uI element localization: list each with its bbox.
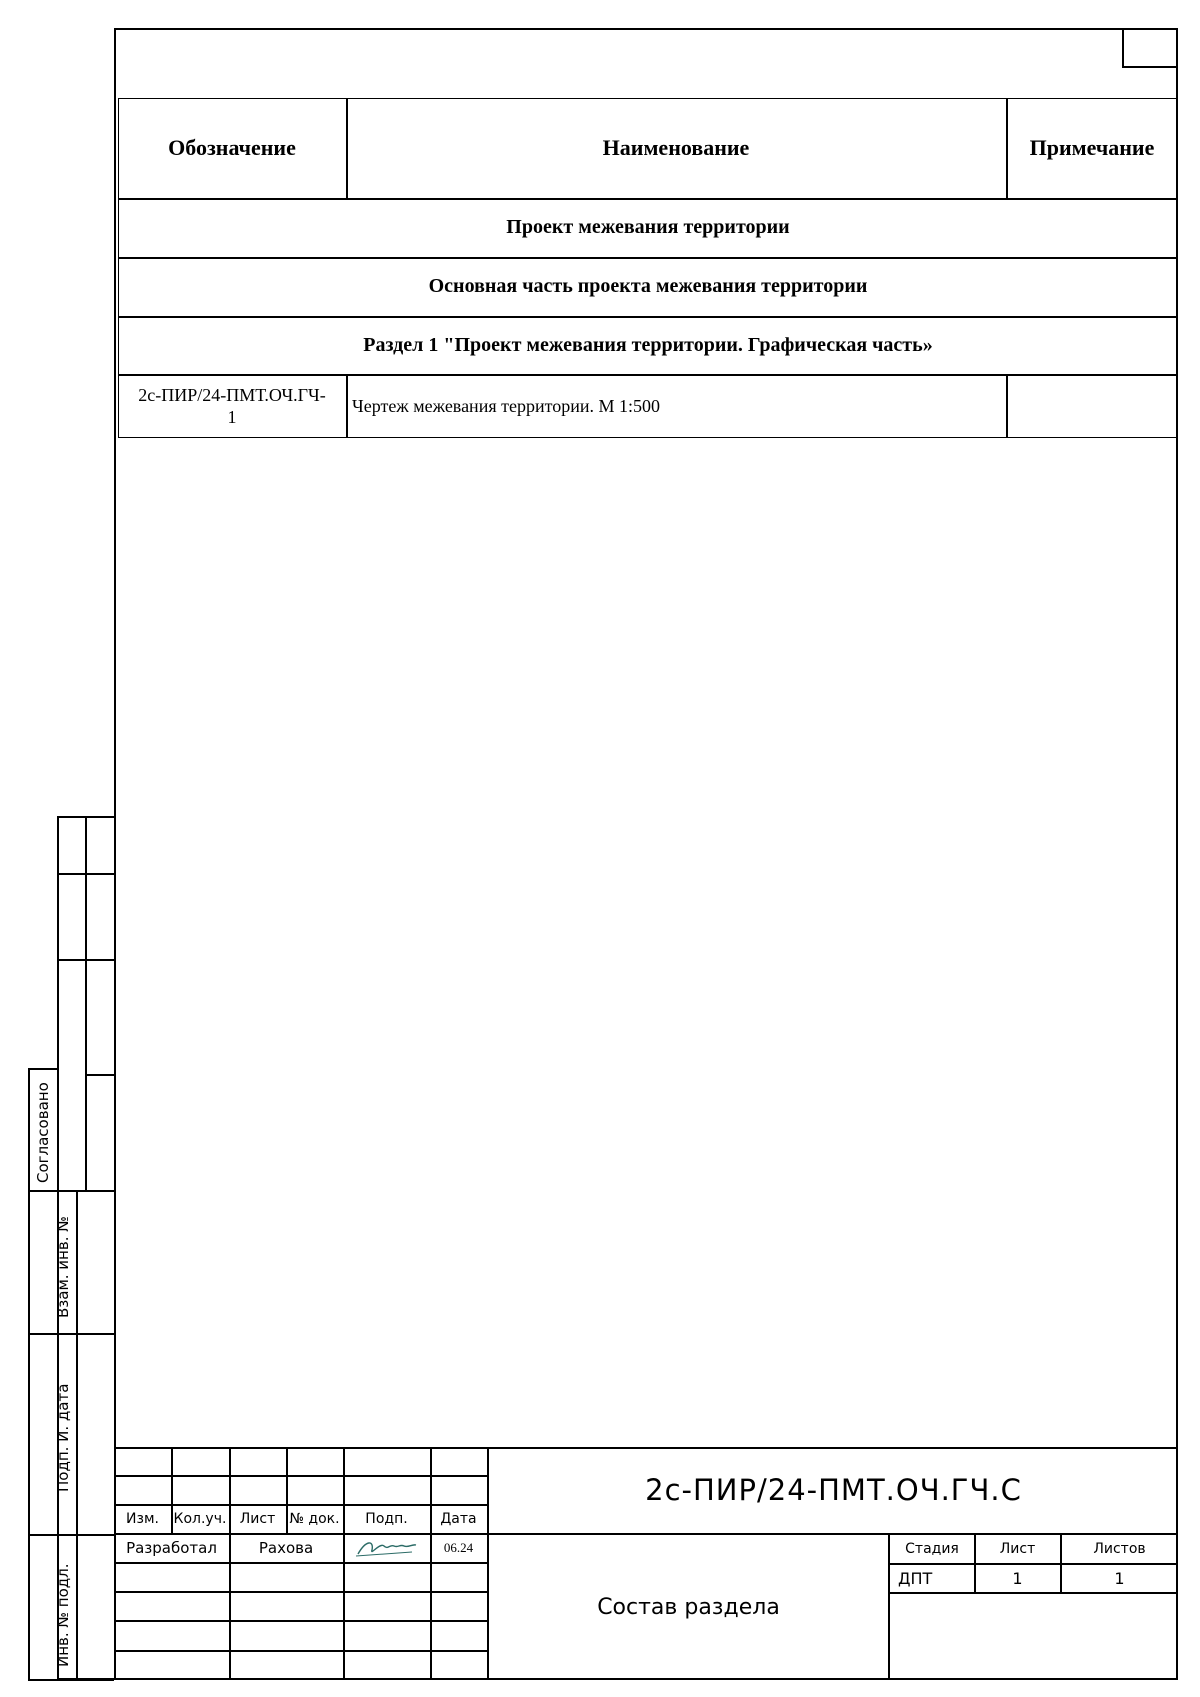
sheets-label: Листов bbox=[1093, 1541, 1146, 1557]
col-podp: Подп. bbox=[365, 1511, 408, 1527]
col-date: Дата bbox=[440, 1511, 477, 1527]
col-list: Лист bbox=[239, 1511, 276, 1527]
agreed-label: Согласовано bbox=[34, 1082, 52, 1183]
developer-date: 06.24 bbox=[443, 1540, 474, 1555]
sheet-value: 1 bbox=[1012, 1568, 1023, 1588]
header-name: Наименование bbox=[602, 135, 750, 160]
col-kol-uch: Кол.уч. bbox=[173, 1511, 227, 1527]
developer-name: Рахова bbox=[258, 1539, 314, 1557]
document-title: Состав раздела bbox=[597, 1595, 780, 1620]
inv-podl-label: Инв. № подл. bbox=[54, 1563, 72, 1667]
row-designation: 2с-ПИР/24-ПМТ.ОЧ.ГЧ-1 bbox=[138, 385, 326, 427]
stage-value: ДПТ bbox=[898, 1568, 933, 1588]
document-code: 2с-ПИР/24-ПМТ.ОЧ.ГЧ.С bbox=[645, 1473, 1022, 1507]
header-note: Примечание bbox=[1029, 135, 1155, 160]
sheet-number-box bbox=[1122, 28, 1178, 68]
podp-date-label: Подп. И. дата bbox=[54, 1383, 72, 1492]
col-doc-no: № док. bbox=[289, 1511, 340, 1527]
vzam-inv-label: Взам. инв. № bbox=[54, 1216, 72, 1318]
header-designation: Обозначение bbox=[168, 135, 296, 160]
section-row-3: Раздел 1 "Проект межевания территории. Графическая часть» bbox=[363, 333, 933, 356]
section-row-1: Проект межевания территории bbox=[506, 216, 790, 238]
section-row-2: Основная часть проекта межевания территории bbox=[428, 275, 868, 297]
developed-label: Разработал bbox=[126, 1539, 217, 1557]
row-name: Чертеж межевания территории. М 1:500 bbox=[352, 395, 660, 416]
sheets-value: 1 bbox=[1114, 1568, 1125, 1588]
stage-label: Стадия bbox=[905, 1541, 959, 1557]
col-izm: Изм. bbox=[126, 1511, 159, 1527]
row-note bbox=[1006, 374, 1178, 438]
developer-signature bbox=[343, 1534, 430, 1562]
sheet-label: Лист bbox=[999, 1541, 1036, 1557]
